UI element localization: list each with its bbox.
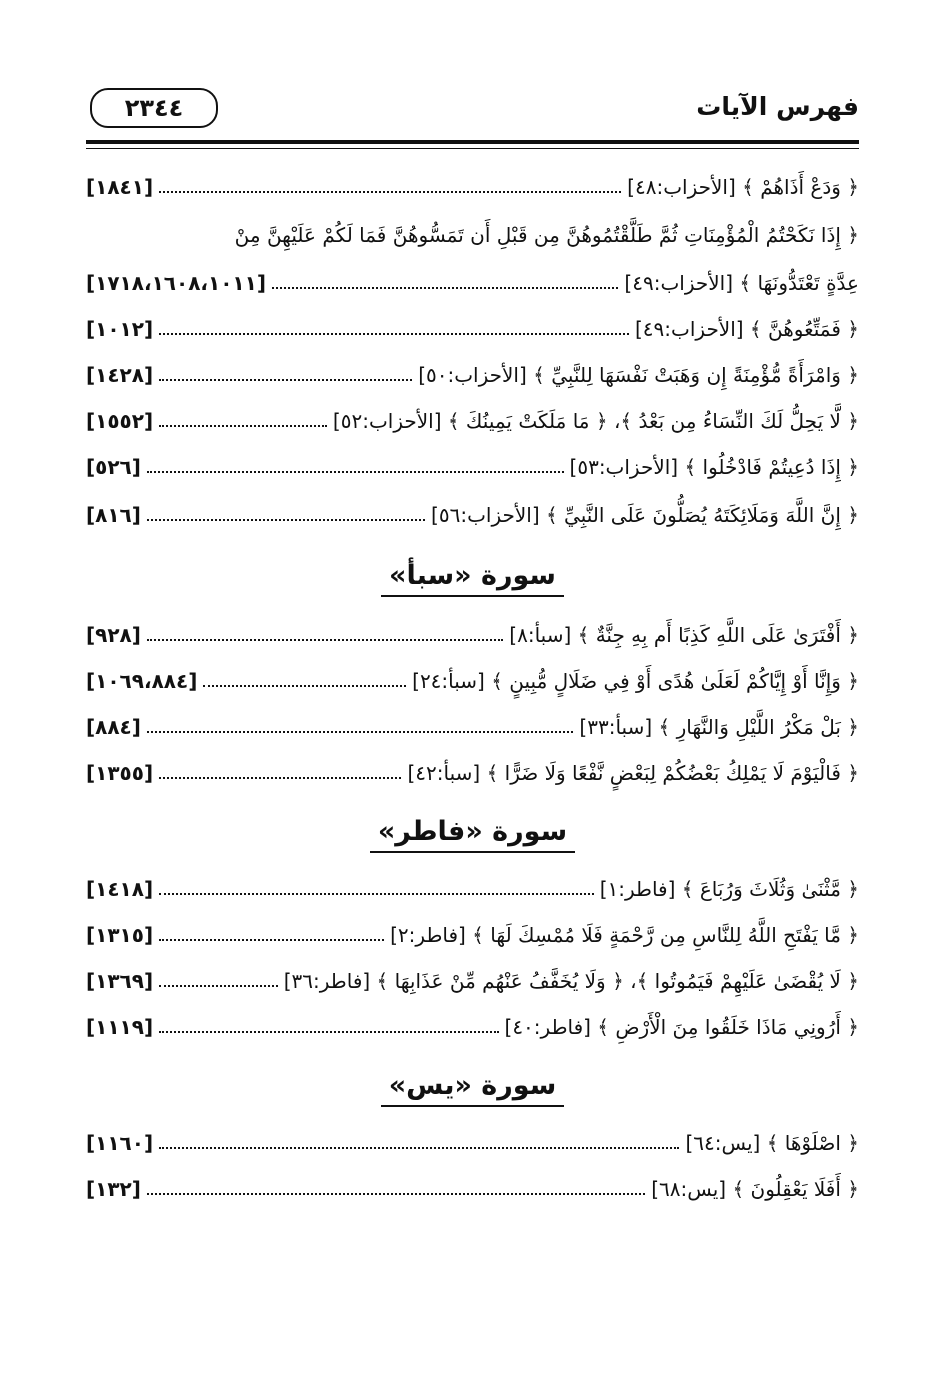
hadith-ref: [١٤١٨] bbox=[86, 877, 154, 901]
ayah-text: ﴿ اصْلَوْهَا ﴾ [يس:٦٤] bbox=[685, 1131, 859, 1155]
dot-leader bbox=[147, 461, 564, 473]
hadith-ref: [٨٨٤] bbox=[86, 715, 141, 739]
dot-leader bbox=[147, 1183, 645, 1195]
ayah-text: ﴿ فَالْيَوْمَ لَا يَمْلِكُ بَعْضُكُمْ لِبَعْضٍ نَّفْعًا وَلَا ضَرًّا ﴾ [سبأ:٤٢] bbox=[407, 761, 859, 785]
index-entry bbox=[86, 404, 859, 438]
ayah-text: عِدَّةٍ تَعْتَدُّونَهَا ﴾ [الأحزاب:٤٩] bbox=[624, 271, 859, 295]
hadith-ref: [١١١٩] bbox=[86, 1015, 154, 1039]
index-entry bbox=[86, 964, 859, 998]
dot-leader bbox=[147, 509, 425, 521]
dot-leader bbox=[147, 629, 503, 641]
index-entry bbox=[86, 618, 859, 652]
ayah-text: ﴿ فَمَتِّعُوهُنَّ ﴾ [الأحزاب:٤٩] bbox=[634, 317, 859, 341]
index-entry bbox=[86, 710, 859, 744]
index-entry bbox=[86, 358, 859, 392]
ayah-text: ﴿ وَدَعْ أَذَاهُمْ ﴾ [الأحزاب:٤٨] bbox=[627, 175, 859, 199]
dot-leader bbox=[159, 883, 594, 895]
dot-leader bbox=[159, 323, 629, 335]
ayah-text: ﴿ أَفَلَا يَعْقِلُونَ ﴾ [يس:٦٨] bbox=[651, 1177, 859, 1201]
ayah-text: ﴿ مَّا يَفْتَحِ اللَّهُ لِلنَّاسِ مِن رَّحْمَةٍ فَلَا مُمْسِكَ لَهَا ﴾ [فاطر:٢] bbox=[390, 923, 859, 947]
hadith-ref: [١٥٥٢] bbox=[86, 409, 154, 433]
hadith-ref: [١١٦٠] bbox=[86, 1131, 154, 1155]
index-entry bbox=[86, 1172, 859, 1206]
ayah-text: ﴿ أَفْتَرَىٰ عَلَى اللَّهِ كَذِبًا أَم بِهِ جِنَّةٌ ﴾ [سبأ:٨] bbox=[509, 623, 859, 647]
ayah-text: ﴿ وَإِنَّا أَوْ إِيَّاكُمْ لَعَلَىٰ هُدًى أَوْ فِي ضَلَالٍ مُّبِينٍ ﴾ [سبأ:٢٤] bbox=[412, 669, 859, 693]
index-entry-continued: ﴿ إِذَا نَكَحْتُمُ الْمُؤْمِنَاتِ ثُمَّ طَلَّقْتُمُوهُنَّ مِن قَبْلِ أَن تَمَسُّوهُنَّ فَمَا لَكُمْ عَلَيْهِنَّ مِنْ bbox=[234, 223, 859, 247]
hadith-ref: [٨١٦] bbox=[86, 503, 141, 527]
ayah-text: ﴿ لَّا يَحِلُّ لَكَ النِّسَاءُ مِن بَعْدُ ﴾، ﴿ مَا مَلَكَتْ يَمِينُكَ ﴾ [الأحزاب:٥٢] bbox=[332, 409, 859, 433]
surah-title: سورة «سبأ» bbox=[381, 560, 564, 597]
hadith-ref: [١٣٦٩] bbox=[86, 969, 154, 993]
ayah-text: ﴿ وَامْرَأَةً مُّؤْمِنَةً إِن وَهَبَتْ نَفْسَهَا لِلنَّبِيِّ ﴾ [الأحزاب:٥٠] bbox=[418, 363, 859, 387]
index-entry bbox=[86, 872, 859, 906]
ayah-text: ﴿ إِذَا دُعِيتُمْ فَادْخُلُوا ﴾ [الأحزاب:٥٣] bbox=[569, 455, 859, 479]
header-rule-thick bbox=[86, 140, 859, 144]
index-entry bbox=[86, 918, 859, 952]
surah-title: سورة «يس» bbox=[381, 1070, 565, 1107]
hadith-ref: [١٨٤١] bbox=[86, 175, 154, 199]
surah-title: سورة «فاطر» bbox=[370, 816, 575, 853]
dot-leader bbox=[203, 675, 406, 687]
index-entry bbox=[86, 664, 859, 698]
dot-leader bbox=[159, 181, 621, 193]
index-entry bbox=[86, 1010, 859, 1044]
ayah-text: ﴿ مَّثْنَىٰ وَثُلَاثَ وَرُبَاعَ ﴾ [فاطر:١] bbox=[599, 877, 859, 901]
ayah-text: ﴿ أَرُونِي مَاذَا خَلَقُوا مِنَ الْأَرْضِ ﴾ [فاطر:٤٠] bbox=[504, 1015, 859, 1039]
dot-leader bbox=[159, 1021, 498, 1033]
hadith-ref: [١٠١٢] bbox=[86, 317, 154, 341]
dot-leader bbox=[159, 415, 327, 427]
page-title: فهرس الآيات bbox=[696, 92, 859, 121]
ayah-text: ﴿ لَا يُقْضَىٰ عَلَيْهِمْ فَيَمُوتُوا ﴾، ﴿ وَلَا يُخَفَّفُ عَنْهُم مِّنْ عَذَابِهَا ﴾ [فاطر:٣٦] bbox=[283, 969, 859, 993]
dot-leader bbox=[159, 975, 278, 987]
index-entry bbox=[86, 170, 859, 204]
ayah-text: ﴿ بَلْ مَكْرُ اللَّيْلِ وَالنَّهَارِ ﴾ [سبأ:٣٣] bbox=[579, 715, 859, 739]
index-entry bbox=[86, 450, 859, 484]
dot-leader bbox=[159, 929, 384, 941]
dot-leader bbox=[147, 721, 574, 733]
surah-heading-fatir bbox=[0, 816, 945, 853]
index-entry bbox=[86, 266, 859, 300]
surah-heading-saba bbox=[0, 560, 945, 597]
hadith-ref: [١٧١٨،١٦٠٨،١٠١١] bbox=[86, 271, 266, 295]
hadith-ref: [١٣٥٥] bbox=[86, 761, 154, 785]
hadith-ref: [١٣١٥] bbox=[86, 923, 154, 947]
ayah-text: ﴿ إِنَّ اللَّهَ وَمَلَائِكَتَهُ يُصَلُّونَ عَلَى النَّبِيِّ ﴾ [الأحزاب:٥٦] bbox=[431, 503, 859, 527]
dot-leader bbox=[159, 1137, 679, 1149]
hadith-ref: [١٠٦٩،٨٨٤] bbox=[86, 669, 198, 693]
dot-leader bbox=[159, 369, 412, 381]
dot-leader bbox=[159, 767, 401, 779]
page-number-badge: ٢٣٤٤ bbox=[90, 88, 218, 128]
hadith-ref: [٥٢٦] bbox=[86, 455, 141, 479]
header-rule-thin bbox=[86, 148, 859, 149]
index-entry bbox=[86, 312, 859, 346]
index-entry bbox=[86, 1126, 859, 1160]
page-header bbox=[86, 88, 859, 138]
dot-leader bbox=[272, 277, 618, 289]
hadith-ref: [١٣٢] bbox=[86, 1177, 141, 1201]
hadith-ref: [٩٢٨] bbox=[86, 623, 141, 647]
hadith-ref: [١٤٢٨] bbox=[86, 363, 154, 387]
index-entry bbox=[86, 756, 859, 790]
surah-heading-yasin bbox=[0, 1070, 945, 1107]
index-entry bbox=[86, 498, 859, 532]
